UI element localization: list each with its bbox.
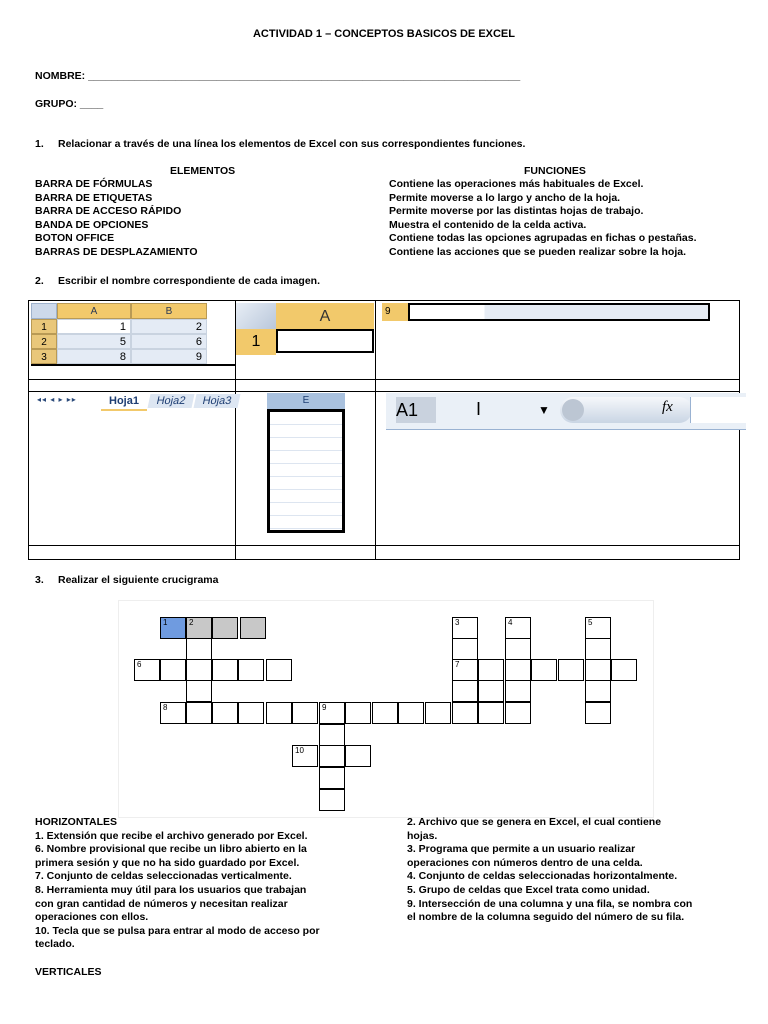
crossword-cell[interactable]	[238, 702, 264, 724]
crossword-cell[interactable]	[186, 702, 212, 724]
column-header: E	[267, 393, 345, 409]
row-header: 1	[31, 319, 57, 334]
crossword-cell[interactable]	[505, 659, 531, 681]
fx-icon[interactable]: fx	[662, 399, 673, 415]
crossword	[118, 600, 654, 818]
answer-blank-2[interactable]	[236, 380, 375, 391]
column-header: B	[131, 303, 207, 319]
row-header: 3	[31, 349, 57, 364]
function-item[interactable]: Contiene todas las opciones agrupadas en fichas o pestañas.	[389, 232, 697, 245]
nombre-field[interactable]: NOMBRE: __________________________________________________________________________	[35, 70, 521, 82]
clue: teclado.	[35, 938, 75, 951]
element-item[interactable]: BARRA DE ETIQUETAS	[35, 191, 153, 204]
tab-nav-arrows-icon[interactable]: ◂◂ ◂ ▸ ▸▸	[37, 395, 77, 404]
crossword-cell[interactable]	[452, 702, 478, 724]
element-item[interactable]: BANDA DE OPCIONES	[35, 218, 149, 231]
selected-column[interactable]	[267, 409, 345, 533]
crossword-cell[interactable]	[452, 680, 478, 702]
function-item[interactable]: Permite moverse a lo largo y ancho de la hoja.	[389, 191, 621, 204]
crossword-cell[interactable]: 5	[585, 617, 611, 639]
crossword-cell[interactable]	[212, 617, 238, 639]
clue: 4. Conjunto de celdas seleccionadas horizontalmente.	[407, 870, 678, 883]
clue: operaciones con números dentro de una celda.	[407, 856, 643, 869]
active-cell[interactable]	[276, 329, 374, 353]
crossword-cell[interactable]	[266, 702, 292, 724]
crossword-cell[interactable]	[345, 745, 371, 767]
question-3-number: 3.	[35, 574, 44, 586]
functions-list	[389, 178, 697, 260]
crossword-cell[interactable]	[186, 659, 212, 681]
cell[interactable]: 1	[57, 319, 131, 334]
crossword-cell[interactable]	[319, 789, 345, 811]
functions-header: FUNCIONES	[524, 165, 586, 177]
grupo-field[interactable]: GRUPO: ____	[35, 98, 104, 110]
formula-input[interactable]	[690, 397, 747, 423]
function-item[interactable]: Permite moverse por las distintas hojas de trabajo.	[389, 205, 644, 218]
clue: 9. Intersección de una columna y una fila, se nombra con	[407, 897, 693, 910]
images-table	[28, 300, 740, 560]
crossword-cell[interactable]	[478, 659, 504, 681]
crossword-cell[interactable]: 10	[292, 745, 318, 767]
crossword-cell[interactable]	[186, 638, 212, 660]
vertical-clues	[407, 816, 692, 925]
crossword-cell[interactable]	[585, 638, 611, 660]
crossword-cell[interactable]	[531, 659, 557, 681]
answer-blank-5[interactable]	[236, 546, 375, 559]
cell[interactable]: 8	[57, 349, 131, 364]
clue: hojas.	[407, 829, 438, 842]
answer-blank-6[interactable]	[376, 546, 739, 559]
crossword-cell[interactable]: 8	[160, 702, 186, 724]
crossword-cell[interactable]	[505, 638, 531, 660]
crossword-cell[interactable]: 3	[452, 617, 478, 639]
answer-blank-1[interactable]	[29, 380, 235, 391]
crossword-cell[interactable]	[505, 680, 531, 702]
crossword-cell[interactable]: 1	[160, 617, 186, 639]
clue: el nombre de la columna seguido del número de su fila.	[407, 911, 685, 924]
clue: primera sesión y que no ha sido guardado por Excel.	[35, 856, 300, 869]
cell[interactable]: 2	[131, 319, 207, 334]
clue: con gran cantidad de números y necesitan realizar	[35, 897, 288, 910]
crossword-cell[interactable]	[319, 724, 345, 746]
sheet-tab[interactable]: Hoja1	[101, 393, 147, 411]
crossword-cell[interactable]	[266, 659, 292, 681]
verticales-heading: VERTICALES	[35, 966, 102, 978]
crossword-cell[interactable]: 6	[134, 659, 160, 681]
crossword-cell[interactable]	[212, 659, 238, 681]
image-sheet-tabs	[37, 393, 237, 409]
question-2-number: 2.	[35, 275, 44, 287]
elements-header: ELEMENTOS	[170, 165, 236, 177]
function-item[interactable]: Muestra el contenido de la celda activa.	[389, 218, 587, 231]
clue: 6. Nombre provisional que recibe un libro abierto en la	[35, 843, 307, 856]
sheet-tab[interactable]: Hoja2	[148, 394, 195, 408]
element-item[interactable]: BARRA DE FÓRMULAS	[35, 178, 153, 190]
answer-blank-3[interactable]	[376, 380, 739, 391]
clue: 5. Grupo de celdas que Excel trata como unidad.	[407, 883, 650, 896]
element-item[interactable]: BOTON OFFICE	[35, 232, 115, 245]
crossword-cell[interactable]	[398, 702, 424, 724]
question-2-text: Escribir el nombre correspondiente de cada imagen.	[58, 275, 320, 287]
horizontal-clues	[35, 816, 320, 952]
page-title: ACTIVIDAD 1 – CONCEPTOS BASICOS DE EXCEL	[252, 28, 515, 40]
section-heading: HORIZONTALES	[35, 816, 118, 828]
crossword-cell[interactable]	[372, 702, 398, 724]
crossword-cell[interactable]: 9	[319, 702, 345, 724]
image-active-cell	[236, 303, 374, 357]
element-item[interactable]: BARRAS DE DESPLAZAMIENTO	[35, 245, 198, 258]
element-item[interactable]: BARRA DE ACCESO RÁPIDO	[35, 205, 182, 218]
crossword-cell[interactable]	[212, 702, 238, 724]
cell[interactable]: 6	[131, 334, 207, 349]
clue: operaciones con ellos.	[35, 911, 149, 924]
dropdown-arrow-icon[interactable]: ▼	[538, 403, 550, 417]
clue: 8. Herramienta muy útil para los usuarios que trabajan	[35, 883, 307, 896]
crossword-cell[interactable]	[186, 680, 212, 702]
image-formula-bar	[386, 393, 746, 430]
clue: 2. Archivo que se genera en Excel, el cual contiene	[407, 816, 662, 828]
column-header: A	[57, 303, 131, 319]
cell[interactable]: 9	[131, 349, 207, 364]
function-item[interactable]: Contiene las acciones que se pueden realizar sobre la hoja.	[389, 245, 687, 258]
elements-list	[35, 178, 198, 260]
column-header: A	[276, 303, 374, 329]
crossword-cell[interactable]	[238, 659, 264, 681]
crossword-cell[interactable]	[505, 702, 531, 724]
clue: 3. Programa que permite a un usuario realizar	[407, 843, 636, 856]
crossword-cell[interactable]: 7	[452, 659, 478, 681]
crossword-cell[interactable]	[319, 745, 345, 767]
row-header: 1	[236, 329, 276, 355]
name-box[interactable]: A1	[396, 397, 436, 423]
clue: 7. Conjunto de celdas seleccionadas verticalmente.	[35, 870, 292, 883]
text-cursor-icon: I	[476, 399, 482, 419]
crossword-cell[interactable]	[160, 659, 186, 681]
question-1-text: Relacionar a través de una línea los elementos de Excel con sus correspondientes funciones.	[58, 138, 526, 150]
crossword-cell[interactable]	[478, 680, 504, 702]
row-header: 9	[382, 303, 408, 321]
question-3-text: Realizar el siguiente crucigrama	[58, 574, 219, 586]
image-column	[267, 393, 345, 533]
answer-blank-4[interactable]	[29, 546, 235, 559]
crossword-cell[interactable]	[319, 767, 345, 789]
selected-row[interactable]	[408, 303, 710, 321]
row-header: 2	[31, 334, 57, 349]
crossword-cell[interactable]: 2	[186, 617, 212, 639]
crossword-cell[interactable]	[478, 702, 504, 724]
crossword-cell[interactable]	[585, 702, 611, 724]
crossword-cell[interactable]: 4	[505, 617, 531, 639]
crossword-cell[interactable]	[425, 702, 451, 724]
crossword-cell[interactable]	[585, 680, 611, 702]
question-1-number: 1.	[35, 138, 44, 150]
clue: 10. Tecla que se pulsa para entrar al modo de acceso por	[35, 924, 320, 937]
function-item[interactable]: Contiene las operaciones más habituales de Excel.	[389, 178, 644, 190]
crossword-cell[interactable]	[452, 638, 478, 660]
crossword-cell[interactable]	[345, 702, 371, 724]
image-row	[382, 303, 712, 321]
crossword-cell[interactable]	[240, 617, 266, 639]
sheet-tab[interactable]: Hoja3	[194, 394, 241, 408]
cell[interactable]: 5	[57, 334, 131, 349]
crossword-cell[interactable]	[585, 659, 611, 681]
crossword-cell[interactable]	[558, 659, 584, 681]
crossword-cell[interactable]	[611, 659, 637, 681]
clue: 1. Extensión que recibe el archivo generado por Excel.	[35, 829, 308, 842]
crossword-cell[interactable]	[292, 702, 318, 724]
